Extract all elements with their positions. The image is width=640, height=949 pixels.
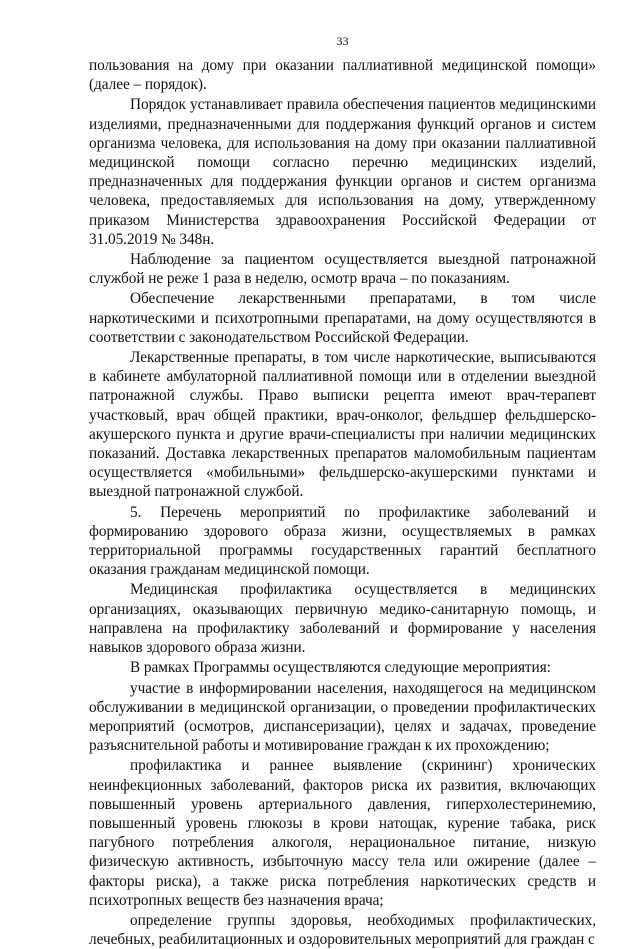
paragraph-5: Лекарственные препараты, в том числе наркотические, выписываются в кабинете амбулаторной паллиативной помощи или в отделении выездной патронажной службы. Право выписки рецепта имеют врач-терапевт участковый, врач общей практики, врач-онколог, фельдшер фельдшерско-акушерского пункта и другие врачи-специалисты при наличии медицинских показаний. Доставка лекарственных препаратов маломобильным пациентам осуществляется «мобильными» фельдшерско-акушерскими пунктами и выездной патронажной службой. [89, 349, 596, 501]
paragraph-3: Наблюдение за пациентом осуществляется выездной патронажной службой не реже 1 раза в неделю, осмотр врача – по показаниям. [89, 251, 596, 288]
paragraph-11: определение группы здоровья, необходимых профилактических, лечебных, реабилитационных и оздоровительных мероприятий для граждан с [89, 911, 596, 949]
page-number: 33 [336, 34, 349, 48]
paragraph-10: профилактика и раннее выявление (скрининг) хронических неинфекционных заболеваний, факторов риска их развития, включающих повышенный уровень артериального давления, гиперхолестеринемию, повышенный уровень глюкозы в крови натощак, курение табака, риск пагубного потребления алкоголя, нерациональное питание, низкую физическую активность, избыточную массу тела или ожирение (далее – факторы риска), а также риска потребления наркотических средств и психотропных веществ без назначения врача; [89, 757, 596, 909]
paragraph-6: 5. Перечень мероприятий по профилактике заболеваний и формированию здорового образа жизни, осуществляемых в рамках территориальной программы государственных гарантий бесплатного оказания гражданам медицинской помощи. [89, 503, 596, 579]
paragraph-8: В рамках Программы осуществляются следующие мероприятия: [130, 659, 551, 677]
paragraph-2: Порядок устанавливает правила обеспечения пациентов медицинскими изделиями, предназначенными для поддержания функций органов и систем организма человека, для использования на дому при оказании паллиативной медицинской помощи согласно перечню медицинских изделий, предназначенных для поддержания функции органов и систем организма человека, предоставляемых для использования на дому, утвержденному приказом Министерства здравоохранения Российской Федерации от 31.05.2019 № 348н. [89, 96, 596, 248]
paragraph-4: Обеспечение лекарственными препаратами, в том числе наркотическими и психотропными препаратами, на дому осуществляются в соответствии с законодательством Российской Федерации. [89, 290, 596, 346]
paragraph-1: пользования на дому при оказании паллиативной медицинской помощи» (далее – порядок). [89, 57, 596, 94]
paragraph-7: Медицинская профилактика осуществляется в медицинских организациях, оказывающих первичную медико-санитарную помощь, и направлена на профилактику заболеваний и формирование у населения навыков здорового образа жизни. [89, 581, 596, 657]
paragraph-9: участие в информировании населения, находящегося на медицинском обслуживании в медицинской организации, о проведении профилактических мероприятий (осмотров, диспансеризации), целях и задачах, проведение разъяснительной работы и мотивирование граждан к их прохождению; [89, 679, 596, 755]
